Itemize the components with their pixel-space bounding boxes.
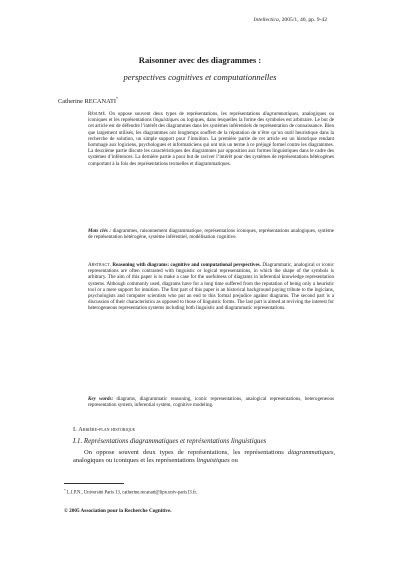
- abstract-english-text: Diagrammatic, analogical or iconic representations are often contrasted with linguistic or logical representations, in which the shape of the symbols is arbitrary. The aim of this paper is to make a case for the usefulness of diagrams in inferential knowledge representation systems. Although commonly used, diagrams have for a long time suffered from the reputation of being only a heuristic tool or a mere support for intuition. The first part of this paper is an historical background paying tribute to the logicians, psychologists and computer scientists who put an end to this formal prejudice against diagrams. The second part is a discussion of their characteristics as opposed to those of linguistic forms. The last part is aimed at reviving the interest for heterogeneous representation systems including both linguistic and diagrammatic representations.: [88, 262, 335, 312]
- abstract-french-text: , analogiques ou iconiques et les représentations: [88, 111, 334, 124]
- abstract-english-title: Reasoning with diagrams: cognitive and computational perspectives.: [110, 262, 261, 268]
- subsection-heading: I.1. Représentations diagrammatiques et représentations linguistiques: [73, 438, 267, 445]
- body-text: On oppose souvent deux types de représentations, les représentations: [84, 449, 288, 456]
- abstract-english-lead: Abstract.: [88, 262, 111, 268]
- paper-title: Raisonner avec des diagrammes :: [138, 55, 262, 65]
- keywords-english: [88, 396, 334, 408]
- body-text: , analogiques ou iconiques et les représentations: [73, 449, 335, 464]
- footnote-rule: [64, 483, 124, 484]
- abstract-french: [88, 111, 334, 167]
- journal-reference: [254, 17, 327, 23]
- paper-subtitle: perspectives cognitives et computationnelles: [123, 72, 277, 82]
- body-paragraph: [73, 449, 335, 464]
- footnote-text: L.I.P.N., Université Paris 13, catherine.recanati@lipn.univ-paris13.fr.: [65, 490, 197, 496]
- section-title: Arrière-plan historique: [78, 426, 136, 433]
- body-emphasis: linguistiques: [196, 456, 230, 464]
- abstract-french-lead: Résumé.: [88, 111, 107, 117]
- section-number: I.: [73, 426, 77, 433]
- body-emphasis: diagrammatiques: [287, 449, 334, 456]
- footnote: [64, 488, 197, 496]
- keywords-french-label: Mots clés :: [88, 228, 112, 234]
- keywords-english-label: Key words:: [88, 396, 114, 402]
- journal-issue: 2005/1, 40, pp. 9-42: [281, 17, 327, 23]
- section-heading: [73, 426, 135, 433]
- abstract-french-text: On oppose souvent deux types de représentations, les représentations: [106, 111, 263, 117]
- keywords-french-text: diagrammes, raisonnement diagrammatique, représentations iconiques, représentations analogiques, système de représentation hétérogène, système inférentiel, modélisation cognitive.: [88, 228, 334, 241]
- body-text: ou: [229, 456, 238, 464]
- footnote-mark: *: [64, 488, 66, 492]
- author: [58, 96, 118, 105]
- copyright-notice: © 2005 Association pour la Recherche Cognitive.: [64, 508, 172, 514]
- abstract-french-text: ou logiques, dans lesquelles la forme des symboles est arbitraire. Le but de cet article est de défendre l’intérêt des diagrammes dans les systèmes inférentiels de représentation de connaissance. Bien que largement utilisés, les diagrammes ont longtemps souffert de la réputation de n’être qu’un outil heuristique dans la recherche de solution, un simple support pour l’intuition. La première partie de cet article est un historique rendant hommage aux logiciens, psychologues et informaticiens qui ont mis un terme à ce préjugé formel contre les diagrammes. La deuxième partie discute les caractéristiques des diagrammes par opposition aux formes linguistiques dans le cadre des systèmes d’inférences. La dernière partie a pour but de raviver l’intérêt pour des systèmes de représentations hétérogènes comportant à la fois des représentations textuelles et diagrammatiques.: [88, 117, 334, 167]
- author-name: Catherine RECANATI: [58, 98, 117, 106]
- keywords-english-text: diagrams, diagrammatic reasoning, iconic representations, analogical representations, heterogeneous representation system, inferential system, cognitive modeling.: [88, 396, 334, 409]
- author-footnote-mark: *: [116, 96, 119, 101]
- abstract-english: [88, 262, 334, 312]
- keywords-french: [88, 228, 334, 240]
- abstract-french-emphasis: linguistiques: [153, 117, 179, 124]
- journal-name: Intellectica,: [253, 17, 281, 23]
- abstract-french-emphasis: diagrammatiques: [262, 111, 299, 117]
